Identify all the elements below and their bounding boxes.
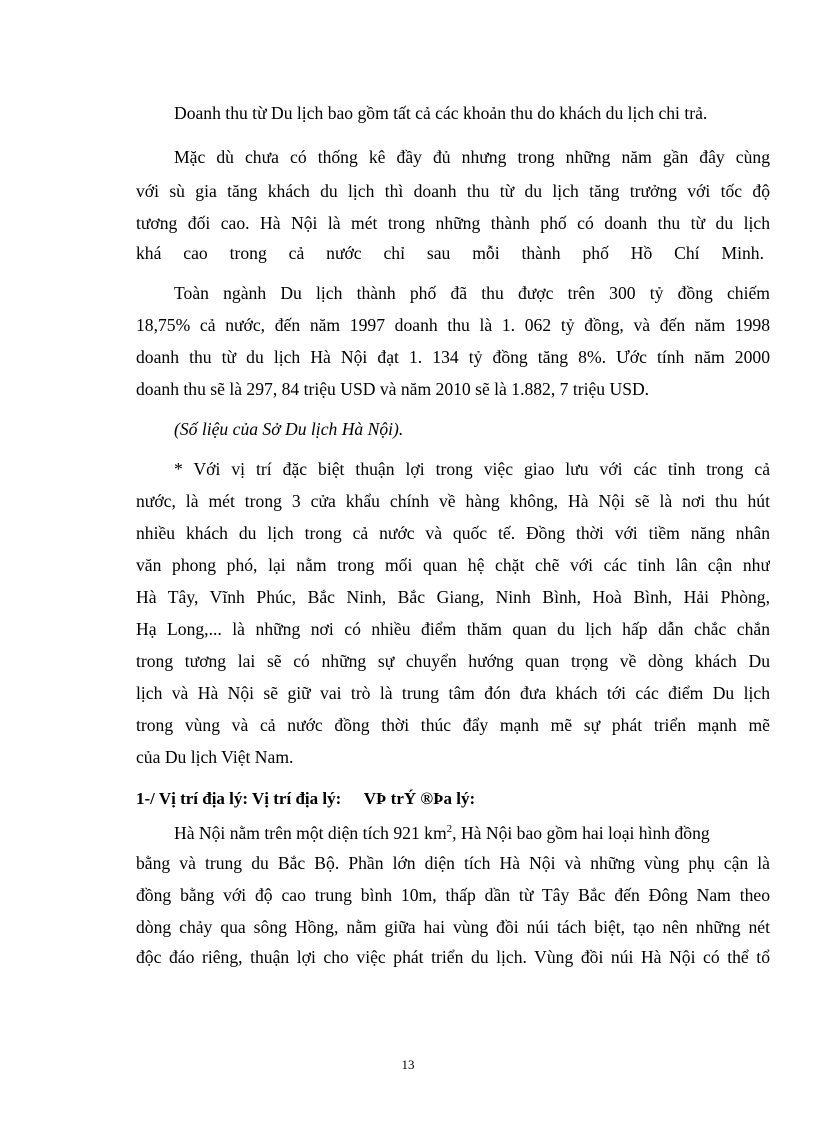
paragraph-2-line-1: Mặc dù chưa có thống kê đầy đủ nhưng trong những năm gần đây cùng: [174, 147, 770, 167]
paragraph-4-line-3: nhiều khách du lịch trong cả nước và quốc tế. Đồng thời với tiềm năng nhân: [136, 523, 770, 543]
paragraph-2-line-2: với sù gia tăng khách du lịch thì doanh thu từ du lịch tăng trưởng với tốc độ: [136, 181, 770, 201]
paragraph-1-line-1: Doanh thu từ Du lịch bao gồm tất cả các khoản thu do khách du lịch chi trả.: [174, 103, 708, 123]
paragraph-4-line-8: lịch và Hà Nội sẽ giữ vai trò là trung tâm đón đưa khách tới các điểm Du lịch: [136, 683, 770, 703]
paragraph-5-line-4: dòng chảy qua sông Hồng, nằm giữa hai vùng đồi núi tách biệt, tạo nên những nét: [136, 917, 770, 937]
paragraph-3-line-1: Toàn ngành Du lịch thành phố đã thu được trên 300 tỷ đồng chiếm: [174, 283, 770, 303]
paragraph-4-line-2: nước, là mét trong 3 cửa khẩu chính về hàng không, Hà Nội sẽ là nơi thu hút: [136, 491, 770, 511]
paragraph-4-line-9: trong vùng và cả nước đồng thời thúc đẩy mạnh mẽ sự phát triển mạnh mẽ: [136, 715, 770, 735]
paragraph-5-line-1-before: Hà Nội nằm trên một diện tích 921 km: [174, 823, 447, 843]
paragraph-5-line-2: bằng và trung du Bắc Bộ. Phần lớn diện tích Hà Nội và những vùng phụ cận là: [136, 853, 770, 873]
paragraph-4-line-4: văn phong phó, lại nằm trong mối quan hệ chặt chẽ với các tỉnh lân cận như: [136, 555, 770, 575]
page-number: 13: [401, 1057, 415, 1072]
paragraph-2-line-3: tương đối cao. Hà Nội là mét trong những thành phố có doanh thu từ du lịch: [136, 213, 770, 233]
paragraph-4-line-7: trong tương lai sẽ có những sự chuyển hướng quan trọng về dòng khách Du: [136, 651, 770, 671]
section-heading-part-1: 1-/ Vị trí địa lý: Vị trí địa lý:: [136, 789, 342, 808]
paragraph-3-line-4: doanh thu sẽ là 297, 84 triệu USD và năm 2010 sẽ là 1.882, 7 triệu USD.: [136, 379, 650, 399]
paragraph-5-line-1-after: , Hà Nội bao gồm hai loại hình đồng: [452, 823, 710, 843]
paragraph-3-line-3: doanh thu từ du lịch Hà Nội đạt 1. 134 tỷ đồng tăng 8%. Ước tính năm 2000: [136, 347, 770, 367]
paragraph-4-line-5: Hà Tây, Vĩnh Phúc, Bắc Ninh, Bắc Giang, Ninh Bình, Hoà Bình, Hải Phòng,: [136, 587, 770, 607]
paragraph-4-line-10: của Du lịch Việt Nam.: [136, 747, 294, 767]
paragraph-4-line-6: Hạ Long,... là những nơi có nhiều điểm thăm quan du lịch hấp dẫn chắc chắn: [136, 619, 770, 639]
paragraph-5-line-5: độc đáo riêng, thuận lợi cho việc phát triển du lịch. Vùng đồi núi Hà Nội có thể tổ: [136, 947, 770, 967]
paragraph-3-line-2: 18,75% cả nước, đến năm 1997 doanh thu là 1. 062 tỷ đồng, và đến năm 1998: [136, 315, 770, 335]
section-heading: [136, 788, 475, 810]
paragraph-5-line-1: [174, 822, 710, 844]
source-note: (Số liệu của Sở Du lịch Hà Nội).: [174, 419, 404, 439]
paragraph-5-line-3: đồng bằng với độ cao trung bình 10m, thấp dần từ Tây Bắc đến Đông Nam theo: [136, 885, 770, 905]
superscript-2: 2: [446, 823, 453, 836]
section-heading-part-2: VÞ trÝ ®Þa lý:: [363, 789, 476, 808]
paragraph-2-line-4: khá cao trong cả nước chỉ sau mỗi thành phố Hồ Chí Minh.: [136, 243, 764, 263]
paragraph-4-line-1: * Với vị trí đặc biệt thuận lợi trong việc giao lưu với các tỉnh trong cả: [174, 459, 770, 479]
